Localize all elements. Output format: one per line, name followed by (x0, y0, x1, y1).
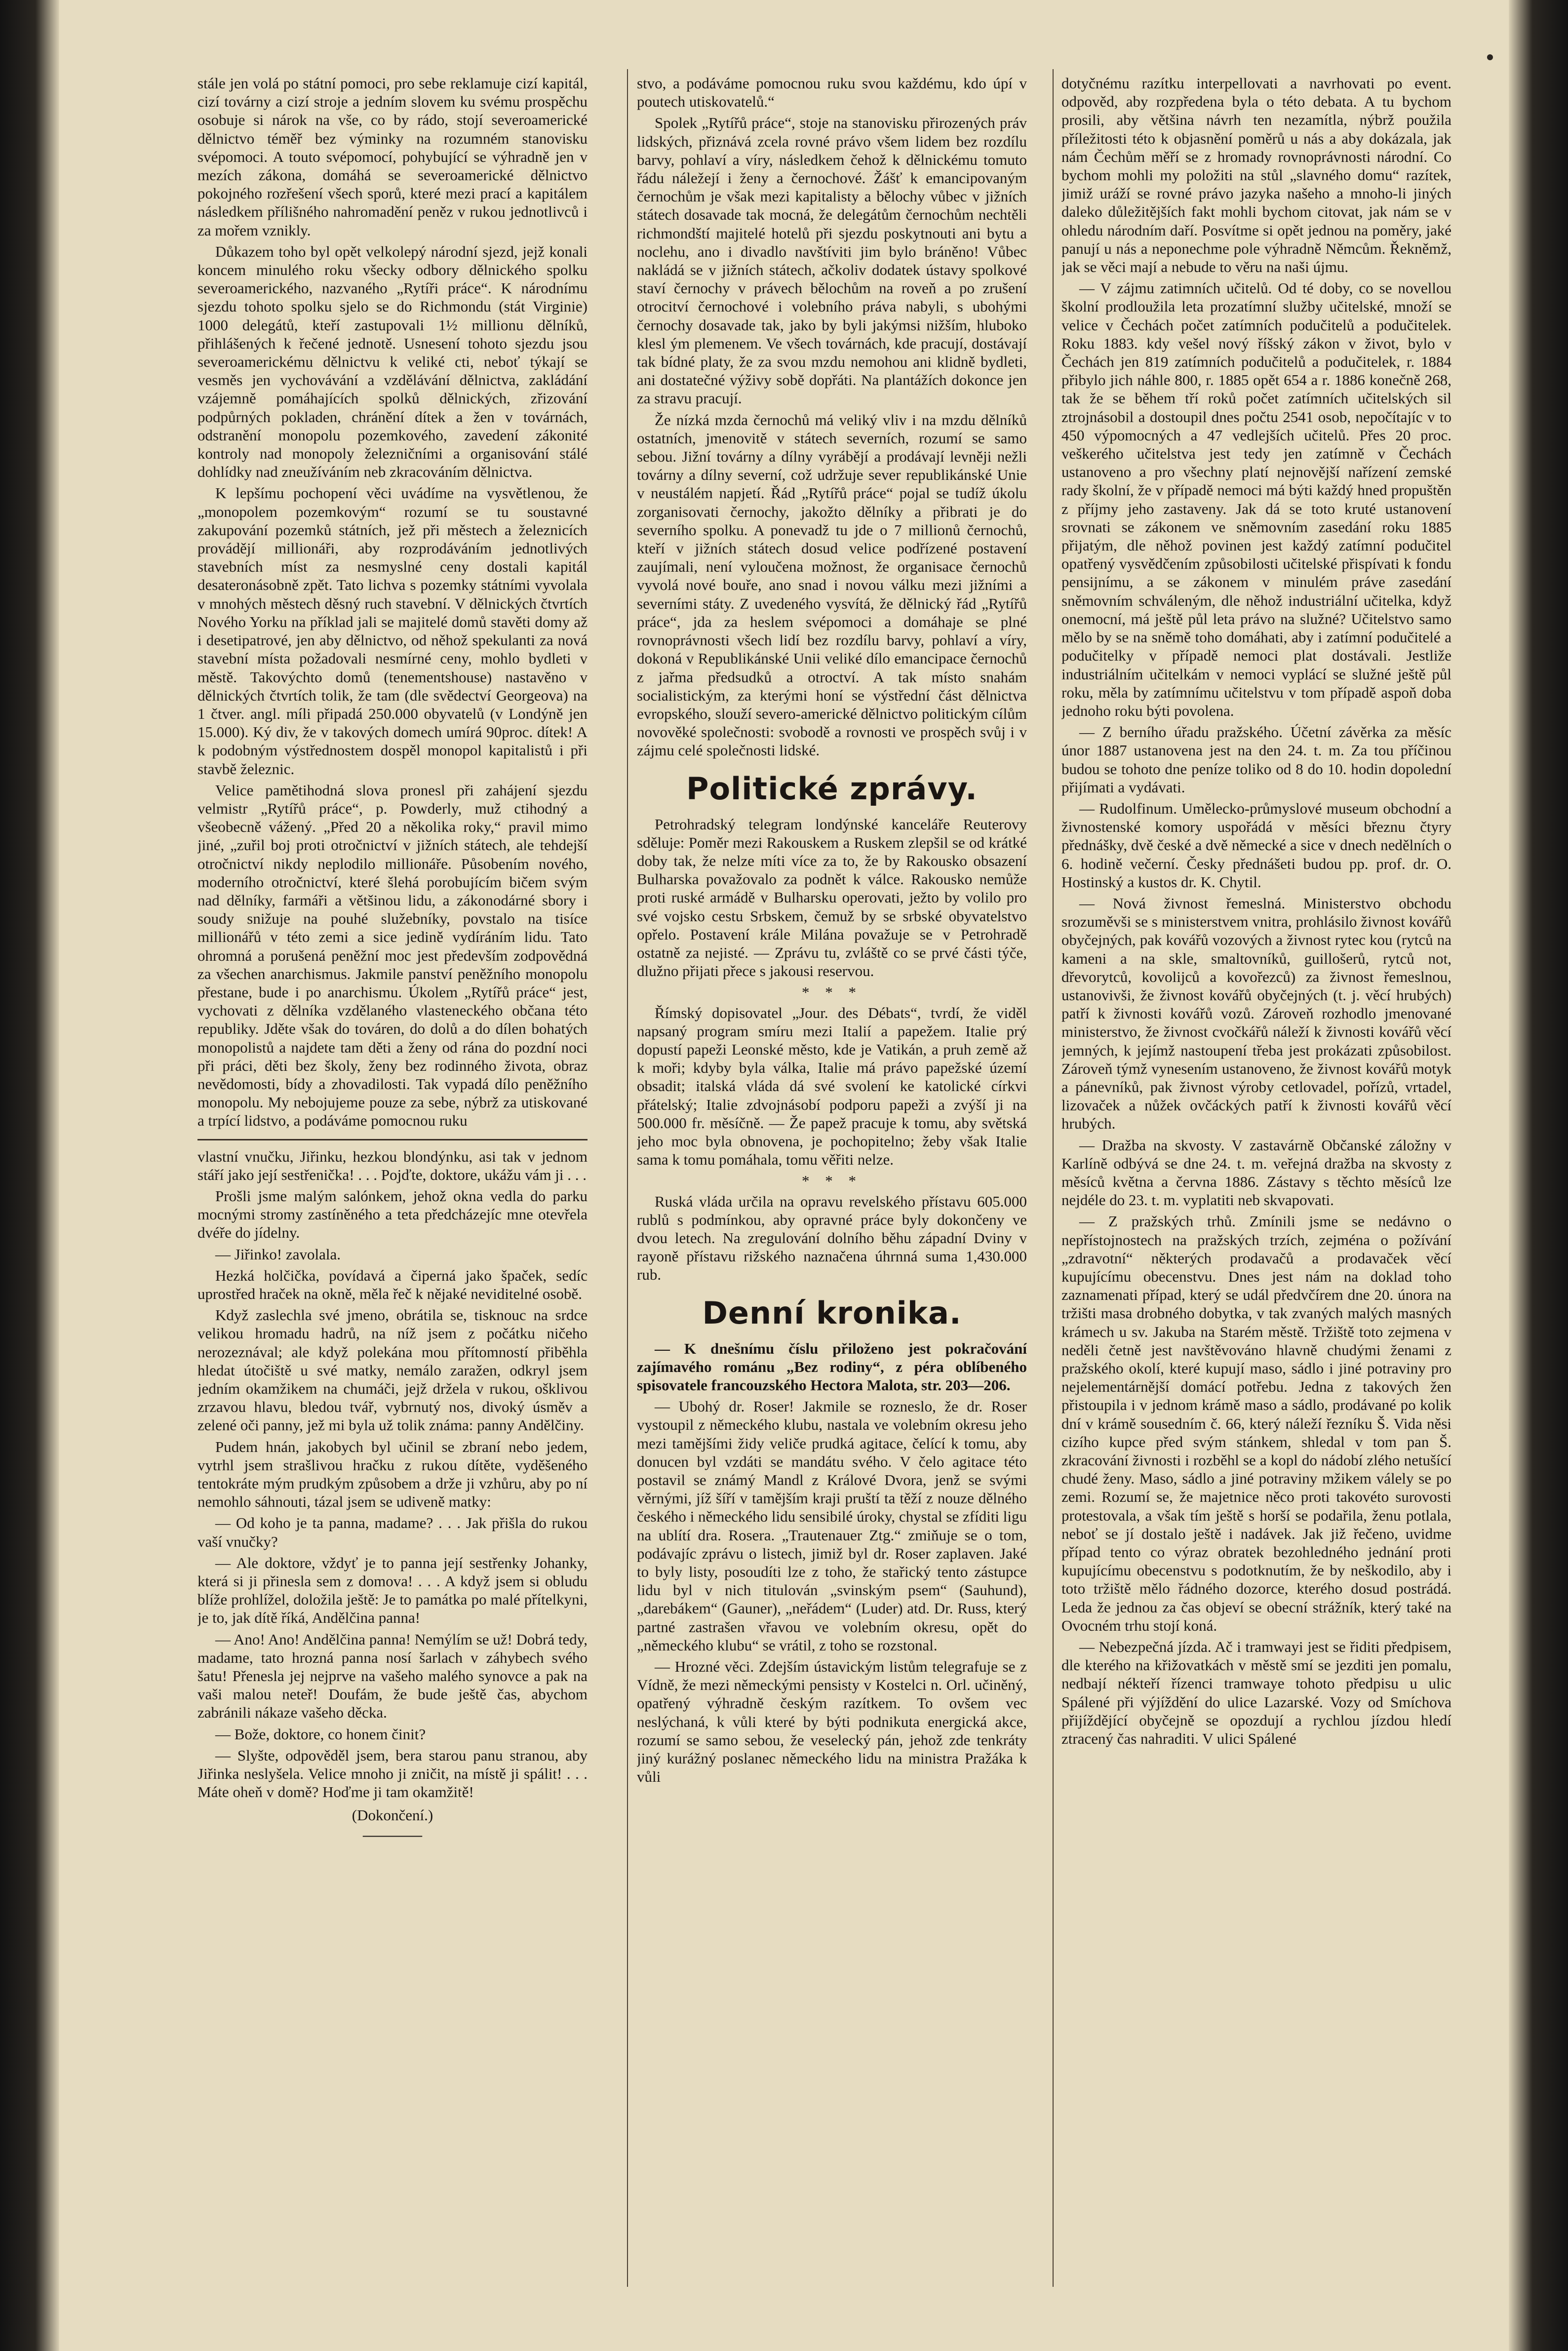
section-heading-daily-chronicle: Denní kronika. (702, 1294, 962, 1331)
asterism: * * * (802, 983, 862, 1001)
end-mark: ——— (363, 1823, 422, 1845)
paragraph: dotyčnému razítku interpellovati a navrhovati po event. odpověd, aby rozpředena byla o této debata. A tu bychom prosili, aby většina návrh ten nezamítla, nýbrž použila příležitosti této k objasnění poměrů u nás a aby dokázala, jak nám Čechům měří se z hromady rovnoprávnosti národní. Co bychom mohli my položiti na stůl „slavného domu“ razítek, jimiž uráží se rovné právo jazyka našeho a mnoho-li jiných daleko důležitějších fakt mohli bychom citovat, jak nám se v ohledu národním daří. Posvítme si opět jednou na poměry, jaké panují u nás a neponechme pole výhradně Němcům. Řekněmž, jak se věci mají a nebude to věru na naši újmu. (1061, 75, 1451, 276)
feuilleton-paragraph: — Jiřinko! zavolala. (215, 1245, 341, 1263)
column-divider (1053, 69, 1054, 2287)
paragraph: Ruská vláda určila na opravu revelského přístavu 605.000 rublů s podmínkou, aby opravné práce byly dokončeny ve dvou letech. Na zregulování dolního běhu západní Dviny v rayoně přístavu rižského naznačena úhrnná suma 1,430.000 rub. (637, 1192, 1027, 1284)
paragraph: — V zájmu zatimních učitelů. Od té doby, co se novellou školní prodloužila leta prozatímní služby učitelské, množí se velice v Čechách počet zatímních podučitelů a podučitelek. Roku 1883. kdy vešel nový říšský zákon v život, bylo v Čechách jen 819 zatímních podučitelů a podučitelek, r. 1884 přibylo jich náhle 800, r. 1885 opět 654 a r. 1886 konečně 268, tak že se během tří roků počet zatímních učitelských sil ztrojnásobil a dostoupil dnes počtu 2541 osob, nepočítajíc v to 450 výpomocných a 47 vedlejších učitelů. Přes 20 proc. veškerého učitelstva jest tedy jen zatímně v Čechách ustanoveno a pro všechny platí nejnovější nařízení zemské rady školní, že v případě nemoci má býti každý hned propuštěn z příjmy jeho zastaveny. Jak dá se toto kruté ustanovení srovnati se zákonem ve sněmovním zasedání roku 1885 přijatým, dle něhož povinen jest každý zatímní podučitel opatřený vysvědčením způsobilosti učitelské přispívati k fondu pensijnímu, a se zákonem v minulém práve zasedání sněmovním schváleným, dle něhož industriální učitelka, když onemocní, má ještě půl leta právo na služné? Učitelstvo samo mělo by se na sněmě toho domáhati, aby i zatímní podučitelé a podučitelky v případě nemoci plat dostávali. Jestliže industriálním učitelkám v nemoci vyplácí se služné ještě půl roku, měla by zatímnímu učitelstvu v tom případě aspoň doba jednoho roku býti povolena. (1061, 279, 1451, 719)
paragraph: Spolek „Rytířů práce“, stoje na stanovisku přirozených práv lidských, přiznává zcela rovné právo všem lidem bez rozdílu barvy, pohlaví a víry, následkem čehož k dělnickému tomuto řádu náležejí i ženy a černochové. Žášť k emancipovaným černochům je však mezi kapitalisty a bělochy vůbec v jižních státech dosavade tak mocná, že delegátům černochům nechtěli richmondští majitelé hotelů při sjezdu poskytnouti ani bytu a noclehu, ano i divadlo navštíviti jim bylo bráněno! Vůbec nakládá se v jižních státech, ačkoliv dodatek ústavy spolkové staví černochy v právech bělochům na roveň a po zrušení otrocitví černochové i volebního práva nabyli, s ubohými černochy dosavade tak, jako by byli jakýmsi nižším, hluboko klesl ým plemenem. Ve všech továrnách, kde pracují, dostávají tak bídné platy, že za svou mzdu nemohou ani klidně bydleti, ani dostatečné výživy sobě dopřáti. Na plantážích dokonce jen za stravu pracují. (637, 114, 1027, 407)
feuilleton-paragraph: Když zaslechla své jmeno, obrátila se, tisknouc na srdce velikou hromadu hadrů, na níž jsem z počátku ničeho nerozeznával; ale když polekána mou přítomností přiběhla hledat útočiště u své matky, nemálo zaražen, odkryl jsem jedním okamžikem na chumáči, jejž držela v rukou, ošklivou zrzavou hlavu, bledou tvář, vybrnutý nos, divoký úsměv a zelené oči panny, jež mi byla už tolik známa: panny Andělčiny. (197, 1306, 588, 1434)
scan-edge-left (0, 0, 59, 2351)
paragraph: — Hrozné věci. Zdejším ústavickým listům telegrafuje se z Vídně, že mezi německými pensisty v Kostelci n. Orl. učiněný, opatřený výhradně českým razítkem. To ovšem vec neslýchaná, k vůli které by býti podnikuta energická akce, rozumí se samo sebou, že veselecký pán, jehož zde tenkráty jiný kurážný poslanec německého lidu na ministra Pražáka k vůli (637, 1658, 1027, 1786)
paragraph: — Nebezpečná jízda. Ač i tramwayi jest se řiditi předpisem, dle kterého na křižovatkách v městě smí se jezditi jen pomalu, nedbají nékteří řízenci tramwaye tohoto předpisu u ulic Spálené při výjíždění do ulice Lazarské. Vozy od Smíchova přijíždějící obyčejně se opozdují a rychlou jízdou hledí ztracený čas nahraditi. V ulici Spálené (1061, 1638, 1451, 1748)
feuilleton-separator (197, 1139, 588, 1140)
paragraph: — Nová živnost řemeslná. Ministerstvo obchodu srozuměvši se s ministerstvem vnitra, prohlásilo živnost kovářů obyčejných, pak kovářů vozových a živnost rytec kou (rytců na kameni a na skle, smaltovníků, guillošerů, rytců not, dřevorytců, kovolijců a kovořezců) za živnost řemeslnou, ustanovivši, že živnost kovářů obyčejných (t. j. věcí hrubých) patří k živnosti kovářů vozů. Zároveň rozhodlo jmenované ministerstvo, že živnost cvočkářů náleží k živnosti kovářů věcí jemných, k jejímž nastoupení třeba jest prokázati způsobilost. Zároveň týmž vynesením ustanoveno, že živnost kovářů motyk a pánevníků, pak živnost výroby cetlovadel, pořízů, vrtadel, lizovaček a nůžek ovčáckých patří k živnosti kovářů věcí hrubých. (1061, 894, 1451, 1133)
feuilleton-paragraph: Hezká holčička, povídavá a čiperná jako špaček, sedíc uprostřed hraček na okně, měla řeč k nějaké neviditelné osobě. (197, 1266, 588, 1302)
feuilleton-paragraph: Prošli jsme malým salónkem, jehož okna vedla do parku mocnými stromy zastíněného a teta předcházejíc mne otevřela dvéře do jídelny. (197, 1187, 588, 1242)
paragraph: Petrohradský telegram londýnské kanceláře Reuterovy sděluje: Poměr mezi Rakouskem a Ruskem zlepšil se od krátké doby tak, že nelze míti více za to, že by Rakousko obsazení Bulharska považovalo za podnět k válce. Rakousko nemůže proti ruské armádě v Bulharsku operovati, ježto by volilo pro své vojsko cestu Srbskem, čemuž by se srbské obyvatelstvo opřelo. Postavení krále Milána považuje se v Petrohradě ostatně za nejisté. — Zprávu tu, zvláště co se prvé části týče, dlužno přijati přece s jakousi reservou. (637, 815, 1027, 980)
paragraph: Že nízká mzda černochů má veliký vliv i na mzdu dělníků ostatních, jmenovitě v státech severních, rozumí se samo sebou. Jižní továrny a dílny vyrábějí a prodávají levněji nežli továrny a dílny severní, což udržuje sever republikánské Unie v neustálém napjetí. Řád „Rytířů práce“ pojal se tudíž úkolu zorganisovati černochy, jakožto dělníky a přibrati je do severního spolku. A ponevadž tu jde o 7 millionů černochů, kteří v jižních státech dosud velice podřízené postavení zaujímali, není vyloučena možnost, že organisace černochů vyvolá nové bouře, ano snad i novou válku mezi jižními a severními státy. Z uvedeného vysvítá, že dělnický řád „Rytířů práce“, jda za heslem svépomoci a domáhaje se plné rovnoprávnosti všech lidí bez rozdílu barvy, pohlaví a víry, dokoná v Republikánské Unii veliké dílo emancipace černochů z jařma předsudků a otroctví. A tak místo snahám socialistickým, za kterými honí se výstřední část dělnictva evropského, slouží severo-americké dělnictvo politickým cílům novověké společnosti: svobodě a rovnosti ve prospěch svůj i v zájmu celé společnosti lidské. (637, 411, 1027, 759)
paragraph: K lepšímu pochopení věci uvádíme na vysvětlenou, že „monopolem pozemkovým“ rozumí se tu soustavné zakupování pozemků státních, jež při městech a železnicích provádějí millionáři, aby rozprodáváním jednotlivých stavebních míst za nesmyslné ceny dostali kapitál desateronásobně zpět. Tato lichva s pozemky státními vyvolala v mnohých městech děsný ruch stavební. V dělnických čtvrtích Nového Yorku na příklad jali se majitelé domů stavěti domy až i desetipatrové, jen aby dělnictvo, od něhož spekulanti za nová stavební místa požadovali nesmírné ceny, mohlo bydleti v městě. Takovýchto domů (tenementshouse) nastavěno v dělnických čtvrtích tolik, že tam (dle svědectví Georgeova) na 1 čtver. angl. míli připadá 250.000 obyvatelů (v Londýně jen 15.000). Ký div, že v takových domech umírá 90proc. dítek! A k podobným výstřednostem dospěl monopol kapitalistů i při stavbě železnic. (197, 484, 588, 778)
feuilleton-paragraph: — Od koho je ta panna, madame? . . . Jak přišla do rukou vaší vnučky? (197, 1514, 588, 1550)
paragraph: stále jen volá po státní pomoci, pro sebe reklamuje cizí kapitál, cizí továrny a cizí stroje a jedním slovem ku svému prospěchu osobuje si nárok na vše, co by rádo, stojí severoamerické dělnictvo téměř bez výminky na rozumném stanovisku svépomoci. A touto svépomocí, pohybující se výhradně jen v mezích zákona, domáhá se severoamerické dělnictvo pokojného rozřešení všech sporů, které mezi prací a kapitálem následkem přílišného nahromadění peněz v rukou jednotlivců i za mořem vznikly. (197, 75, 588, 239)
column-left (197, 74, 588, 2287)
paragraph: — Ubohý dr. Roser! Jakmile se rozneslo, že dr. Roser vystoupil z německého klubu, nastala ve volebním okresu jeho mezi tamějšími židy veliče prudká agitace, čelící k tomu, aby donucen byl vzdáti se mandátu svého. V čelo agitace této postavil se známý Mandl z Králové Dvora, jenž se svými věrnými, jíž šíří v tamějším kraji pruští ta těží z nouze dělného českého i německého lidu sensibilé úroky, chystal se zfíditi ligu na ublítí dra. Rosera. „Trautenauer Ztg.“ zmiňuje se o tom, podávajíc zprávu o listech, jimiž byl dr. Roser zaplaven. Jaké to byly listy, posoudíti lze z toho, že stařický tento zástupce lidu byl v nich titulován „svinským psem“ (Sauhund), „darebákem“ (Gauner), „neřádem“ (Luder) atd. Dr. Russ, který partné zastrašen vřavou ve volebním okresu, opět do „německého klubu“ se vrátil, z toho se rozstonal. (637, 1398, 1027, 1654)
column-middle (637, 74, 1027, 2287)
page-mark-dot (1487, 54, 1493, 60)
feuilleton-paragraph: vlastní vnučku, Jiřinku, hezkou blondýnku, asi tak v jednom stáří jako její sestřenička! . . . Pojďte, doktore, ukážu vám ji . . . (197, 1147, 588, 1183)
paragraph: — Dražba na skvosty. V zastavárně Občanské záložny v Karlíně odbývá se dne 24. t. m. veřejná dražba na skvosty z měsíců května a června 1886. Zástavy s těchto měsíců lze nejdéle do 23. t. m. vyplatiti neb skvapovati. (1061, 1136, 1451, 1209)
feuilleton-paragraph: — Ano! Ano! Andělčina panna! Nemýlím se už! Dobrá tedy, madame, tato hrozná panna nosí šarlach v záhybech svého šatu! Přenesla jej nejprve na vašeho malého synovce a pak na vaši malou neteř! Doufám, že bude ještě čas, abychom zabránili nákaze vašeho děcka. (197, 1630, 588, 1722)
paragraph: — Z pražských trhů. Zmínili jsme se nedávno o nepřístojnostech na pražských trzích, zejména o požívání „zdravotní“ některých prodavačů a prodavaček věcí kupujícímu obecenstvu. Dnes jest nám na doklad toho zaznamenati případ, který se udál předvčírem dne 20. února na tržišti masa drobného dobytka, v tak zvaných malých masných krámech u sv. Jakuba na Starém městě. Tržiště toto zejmena v neděli četně jest navštěvováno hlavně chudými ženami z pražského okolí, které kupují maso, sádlo i jiné potraviny pro nejelementárnější domácí potřebu. Jedna z takových žen přistoupila i v jednom krámě maso a sádlo, prodávané po kolik dní v krámě sousedním č. 66, který náleží řezníku Š. Vida něsi cizího kupce před svým stánkem, shledal v tom pan Š. zkracování živnosti i rozběhl se a kopl do nádobí zlého netušící chudé ženy. Maso, sádlo a jiné potraviny mžikem válely se po zemi. Rozumí se, že majetnice něco proti takovéto surovosti protestovala, a však tím ještě s horší se podařila, ženu potlala, neboť se jí dostalo ještě i nadávek. Jak již řečeno, uvidme případ tento co výraz obratek bezohledného jednání proti kupujícímu obecenstvu s podotknutím, že by neškodilo, aby i toto tržiště mělo řádného dozorce, kterého dosud postrádá. Leda že jednou za čas objeví se obecní strážník, který také na Ovocném trhu stojí koná. (1061, 1213, 1451, 1634)
section-heading-political-news: Politické zprávy. (686, 770, 978, 807)
feuilleton-paragraph: — Ale doktore, vždyť je to panna její sestřenky Johanky, která si ji přinesla sem z domova! . . . A když jsem si obludu blíže prohlížel, doložila ještě: Je to památka po malé přítelkyni, je to, jak dítě říká, Andělčina panna! (197, 1554, 588, 1627)
paragraph: stvo, a podáváme pomocnou ruku svou každému, kdo úpí v poutech utiskovatelů.“ (637, 75, 1027, 111)
feuilleton-paragraph: — Slyšte, odpověděl jsem, bera starou panu stranou, aby Jiřinka neslyšela. Velice mnoho ji zničit, na místě ji spálit! . . . Máte oheň v domě? Hoďme ji tam okamžitě! (197, 1746, 588, 1801)
paragraph: Velice pamětihodná slova pronesl při zahájení sjezdu velmistr „Rytířů práce“, p. Powderly, muž ctihodný a všeobecně vážený. „Před 20 a několika roky,“ pravil mimo jiné, „zuřil boj proti otročnictví v jižních státech, ale tehdejší otročnictví nikdy neplodilo millionáře. Působením nového, moderního otročnictví, které šlehá porobujícím bičem svým nad dělníky, farmáři a většinou lidu, a zákonodárné sbory i soudy snižuje na pouhé služebníky, povstalo na tisíce millionářů v této zemi a sice jedině vydíráním lidu. Tato ohromná a porušená peněžní moc jest především zodpovědná za všechen anarchismus. Jakmile panství peněžního monopolu přestane, bude i po anarchismu. Úkolem „Rytířů práce“ jest, vychovati z dělníka vzdělaného vlasteneckého občana této republiky. Jděte však do továren, do dolů a do dílen bohatých monopolistů a najdete tam děti a ženy od rána do pozdní noci při práci, děti bez školy, ženy bez rodinného života, obraz nevědomosti, bídy a zhovadilosti. Tak vypadá dílo peněžního monopolu. My nebojujeme pouze za sebe, nýbrž za utiskované a trpící lidstvo, a podáváme pomocnou ruku (197, 781, 588, 1130)
asterism: * * * (802, 1172, 862, 1190)
paragraph: — K dnešnímu číslu přiloženo jest pokračování zajímavého románu „Bez rodiny“, z péra oblíbeného spisovatele francouzského Hectora Malota, str. 203—206. (637, 1339, 1027, 1394)
column-right (1061, 74, 1451, 2287)
feuilleton-paragraph: — Bože, doktore, co honem činit? (215, 1725, 426, 1743)
scan-edge-right (1509, 0, 1568, 2351)
paragraph: — Z berního úřadu pražského. Účetní závěrka za měsíc únor 1887 ustanovena jest na den 24. t. m. Za tou příčinou budou se tohoto dne peníze toliko od 8 do 10. hodin dopolední přijímati a vydávati. (1061, 723, 1451, 796)
column-divider (627, 69, 628, 2287)
continuation-note: (Dokončení.) (352, 1806, 433, 1824)
paragraph: Římský dopisovatel „Jour. des Débats“, tvrdí, že viděl napsaný program smíru mezi Italií a papežem. Italie prý dopustí papeži Leonské město, kde je Vatikán, a pruh země až k moři; kdyby byla válka, Italie má právo papežské území obsadit; italská vláda dá své svolení ke katolické církvi přátelský; Italie zdvojnásobí podporu papeži a zvýší ji na 500.000 fr. měsíčně. — Že papež pracuje k tomu, aby světská jeho moc byla obnovena, je pochopitelno; žeby však Italie sama k tomu pomáhala, tomu věřiti nelze. (637, 1004, 1027, 1169)
paragraph: — Rudolfinum. Umělecko-průmyslové museum obchodní a živnostenské komory uspořádá v měsíci březnu čtyry přednášky, dvě české a dvě německé a sice v dnech nedělních o 6. hodině večerní. Česky přednášeti budou pp. prof. dr. O. Hostinský a kustos dr. K. Chytil. (1061, 799, 1451, 891)
paragraph: Důkazem toho byl opět velkolepý národní sjezd, jejž konali koncem minulého roku všecky odbory dělnického spolku severoamerického, nazvaného „Rytíři práce“. K národnímu sjezdu tohoto spolku sjelo se do Richmondu (stát Virginie) 1000 delegátů, kteří zastupovali 1½ millionu dělníků, přihlášených k řečené jednotě. Usnesení tohoto sjezdu jsou severoamerickému dělnictvu k veliké cti, neboť týkají se vesměs jen vychovávání a vzdělávání dělnictva, zakládání vzájemně pomáhajících spolků dělnických, zřizování podpůrných pokladen, chránění dítek a žen v továrnách, odstranění monopolu pozemkového, zavedení zákonité kontroly nad monopoly železničními a organisování stálé dohlídky nad zneužíváním neb zkracováním dělnictva. (197, 242, 588, 481)
feuilleton-paragraph: Pudem hnán, jakobych byl učinil se zbraní nebo jedem, vytrhl jsem strašlivou hračku z rukou dítěte, vyděšeného tentokráte mým prudkým způsobem a drže ji vzhůru, aby po ní nemohlo sáhnouti, tázal jsem se udiveně matky: (197, 1438, 588, 1511)
